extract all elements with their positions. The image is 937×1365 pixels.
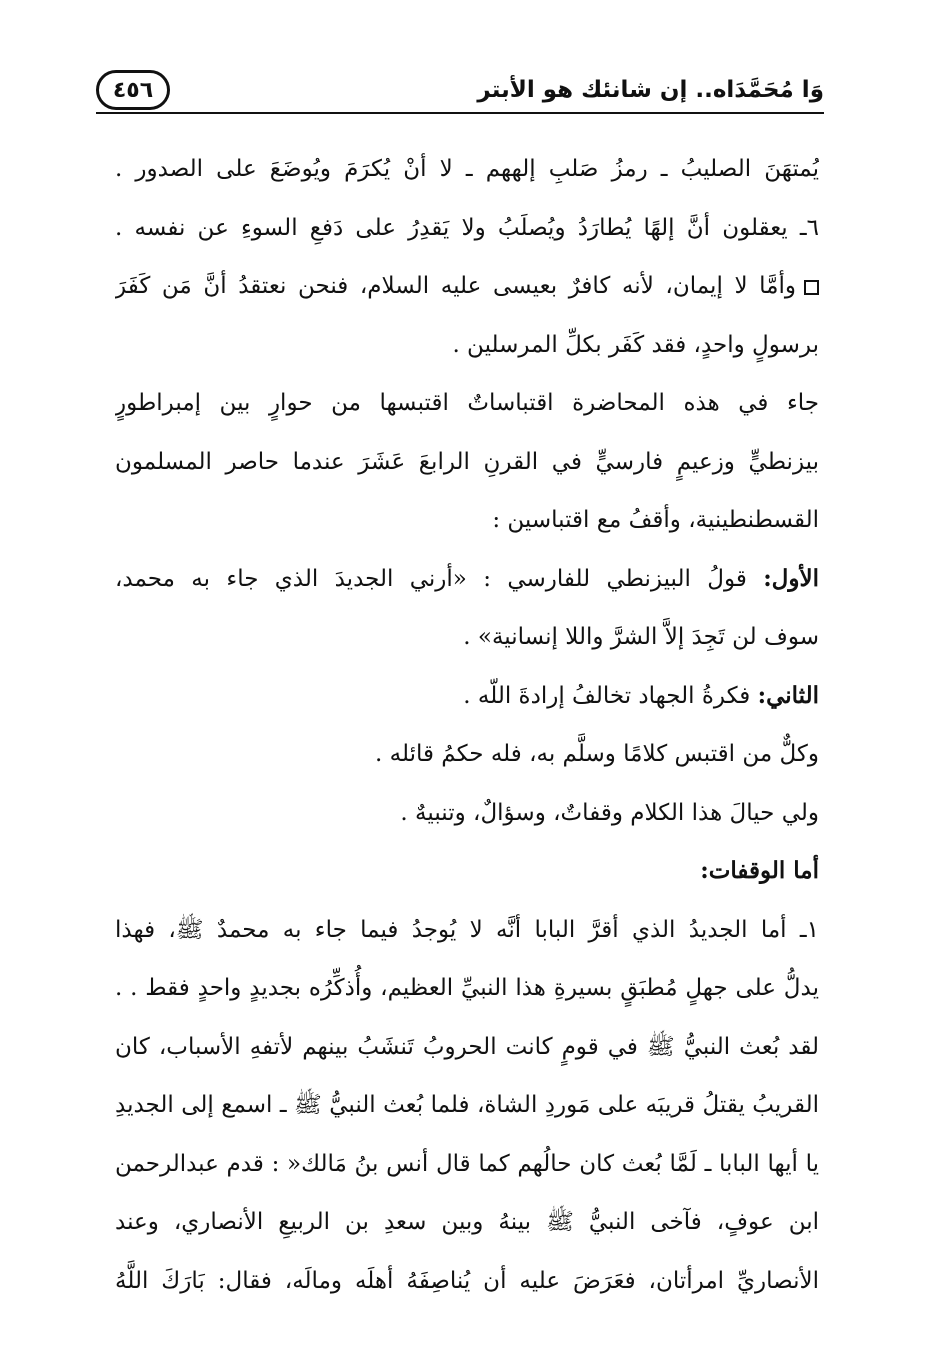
text-line: برسولٍ واحدٍ، فقد كَفَر بكلِّ المرسلين . <box>452 331 819 358</box>
square-bullet-icon <box>804 280 819 295</box>
text-line: بيزنطيٍّ وزعيمٍ فارسيٍّ في القرنِ الرابعَ عَشَرَ عندما حاصر المسلمون <box>115 448 819 475</box>
label-first: الأول: <box>763 564 819 592</box>
text-line <box>115 257 819 316</box>
text-line: يدلُّ على جهلٍ مُطبَقٍ بسيرةِ هذا النبيِّ العظيم، وأُذكِّرُه بجديدٍ واحدٍ فقط . . <box>115 975 819 1001</box>
header-divider <box>96 112 824 114</box>
text-line: القريبُ يقتلُ قريبَه على مَوردِ الشاة، فلما بُعث النبيُّ ﷺ ـ اسمع إلى الجديدِ <box>115 1092 819 1118</box>
label-second: الثاني: <box>757 681 819 709</box>
text-span: وأمَّا لا إيمان، لأنه كافرٌ بعيسى عليه السلام، فنحن نعتقدُ أنَّ مَن كَفَرَ <box>115 273 796 299</box>
page-number: ٤٥٦ <box>112 77 154 103</box>
text-line <box>115 667 819 726</box>
text-line: ٦ـ يعقلون أنَّ إلهًا يُطارَدُ ويُصلَبُ ولا يَقدِرُ على دَفعِ السوءِ عن نفسه . <box>115 214 819 241</box>
text-line: ولي حيالَ هذا الكلام وقفاتٌ، وسؤالٌ، وتنبيهٌ . <box>400 799 819 826</box>
text-line: يا أيها البابا ـ لَمَّا بُعث كان حالُهم كما قال أنس بنُ مَالك« : قدم عبدالرحمن <box>115 1150 819 1177</box>
text-line: ١ـ أما الجديدُ الذي أقرَّ البابا أنَّه لا يُوجدُ فيما جاء به محمدٌ ﷺ، فهذا <box>115 916 819 943</box>
text-line: ابن عوفٍ، فآخى النبيُّ ﷺ بينهُ وبين سعدِ بن الربيعِ الأنصاري، وعند <box>115 1209 819 1235</box>
text-span: فكرةُ الجهاد تخالفُ إرادةَ اللّه . <box>463 682 751 709</box>
text-line: لقد بُعث النبيُّ ﷺ في قومٍ كانت الحروبُ تَنشَبُ بينهم لأتفهِ الأسباب، كان <box>115 1033 819 1060</box>
text-line <box>115 550 819 609</box>
section-heading: أما الوقفات: <box>700 857 819 884</box>
text-line: وكلٌّ من اقتبس كلامًا وسلَّم به، فله حكمُ قائله . <box>375 741 819 767</box>
text-line: جاء في هذه المحاضرة اقتباساتٌ اقتبسها من حوارٍ بين إمبراطورٍ <box>115 390 819 416</box>
page-number-badge <box>96 70 170 110</box>
running-title: وَا مُحَمَّدَاه.. إن شانئك هو الأبتر <box>477 77 824 103</box>
text-span: قولُ البيزنطي للفارسي : «أرني الجديدَ الذي جاء به محمد، <box>115 565 747 592</box>
text-line: القسطنطينية، وأقفُ مع اقتباسين : <box>492 507 819 533</box>
text-line: الأنصاريِّ امرأتان، فعَرَضَ عليه أن يُناصِفَهُ أهلَه ومالَه، فقال: بَارَكَ اللَّهُ <box>115 1267 819 1294</box>
text-line: سوف لن تَجِدَ إلاَّ الشرَّ واللا إنسانية» . <box>463 624 819 650</box>
page-header <box>84 68 824 120</box>
body-text <box>115 140 819 1310</box>
text-line: يُمتهَنَ الصليبُ ـ رمزُ صَلبِ إلههم ـ لا أنْ يُكرَمَ ويُوضَعَ على الصدور . <box>115 156 819 182</box>
